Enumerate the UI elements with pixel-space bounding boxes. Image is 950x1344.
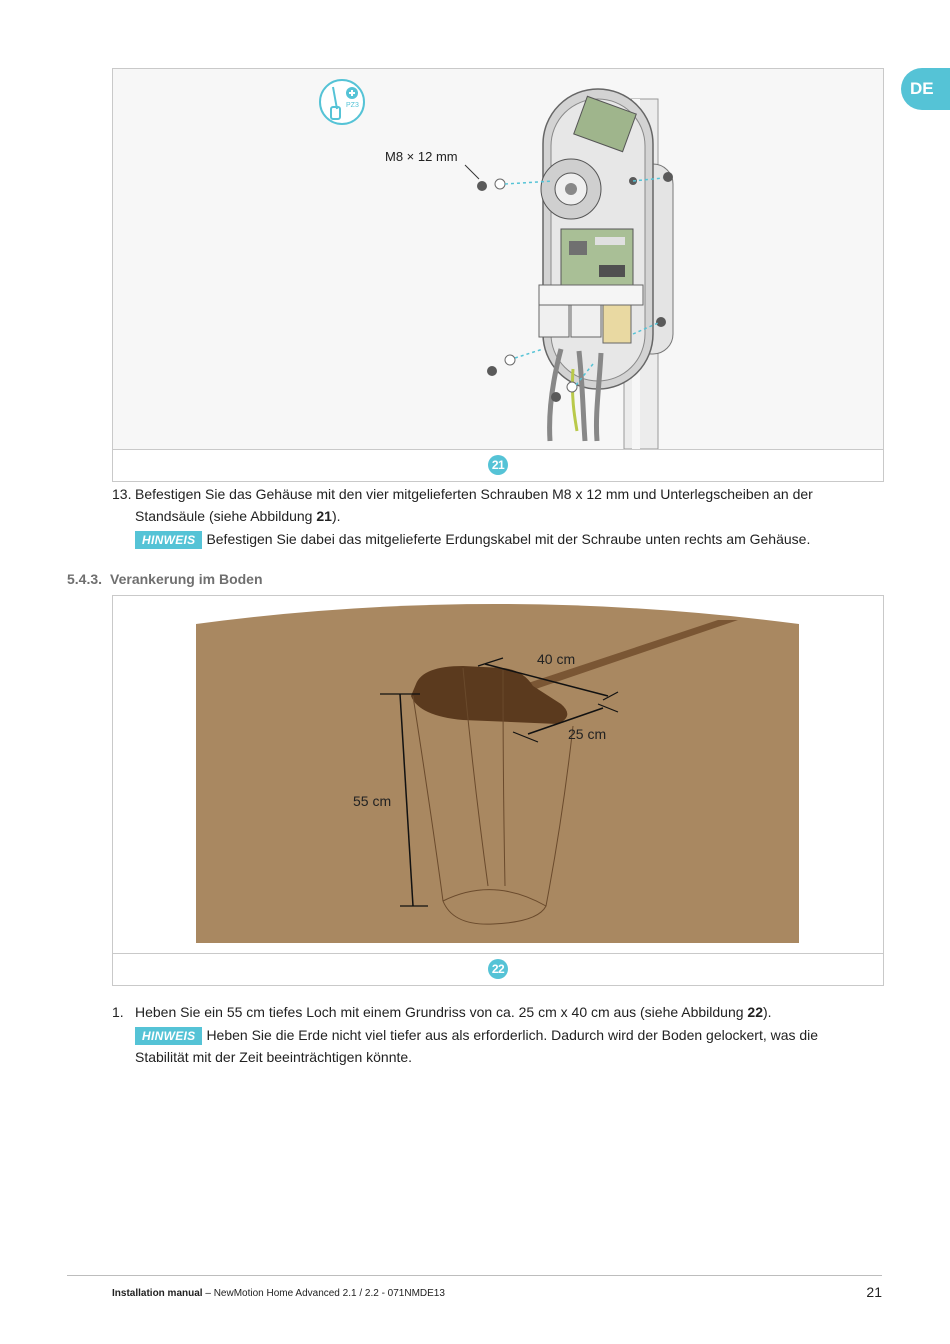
footer-document-title [112, 1288, 445, 1299]
note-badge: HINWEIS [135, 1027, 202, 1045]
step-number: 13. [112, 486, 132, 502]
width-label: 25 cm [568, 726, 607, 742]
figure-22-illustration [113, 596, 883, 953]
length-label: 40 cm [537, 651, 576, 667]
charger-mounting-drawing [113, 69, 883, 449]
hole-dimensions-drawing [113, 596, 883, 953]
section-title: Verankerung im Boden [110, 571, 263, 587]
figure-reference: 21 [316, 508, 332, 524]
step-number: 1. [112, 1004, 124, 1020]
screwdriver-icon [320, 80, 364, 124]
section-number: 5.4.3. [67, 571, 103, 587]
figure-number-badge: 22 [488, 959, 508, 979]
instruction-step-1 [112, 1001, 872, 1068]
language-tab: DE [901, 68, 950, 110]
step-text-end: ). [331, 508, 341, 524]
step-text-end: ). [763, 1004, 772, 1020]
note-text: Heben Sie die Erde nicht viel tiefer aus als erforderlich. Dadurch wird der Boden gelockert, was die Stabilität mit der Zeit beeinträchtigen könnte. [135, 1027, 819, 1065]
step-text: Befestigen Sie das Gehäuse mit den vier mitgelieferten Schrauben M8 x 12 mm und Unterlegscheiben an der Standsäule (siehe Abbildung [135, 486, 813, 524]
footer-manual-label: Installation manual [112, 1288, 203, 1299]
figure-number-badge: 21 [488, 455, 508, 475]
instruction-step-13 [112, 483, 872, 550]
note-text: Befestigen Sie dabei das mitgelieferte Erdungskabel mit der Schraube unten rechts am Gehäuse. [206, 531, 811, 547]
footer-divider [67, 1275, 882, 1276]
figure-22-caption [113, 953, 883, 985]
figure-21 [112, 68, 884, 482]
section-heading [67, 571, 263, 587]
figure-21-caption [113, 449, 883, 481]
note-line [135, 528, 872, 550]
step-text: Heben Sie ein 55 cm tiefes Loch mit einem Grundriss von ca. 25 cm x 40 cm aus (siehe Abbildung [135, 1004, 748, 1020]
page-number: 21 [866, 1284, 882, 1300]
figure-reference: 22 [747, 1004, 763, 1020]
note-line [135, 1024, 872, 1068]
screw-size-label: M8 × 12 mm [385, 149, 458, 164]
depth-label: 55 cm [353, 793, 392, 809]
figure-21-illustration [113, 69, 883, 449]
footer-product: – NewMotion Home Advanced 2.1 / 2.2 - 071NMDE13 [202, 1288, 445, 1299]
tool-size-label: PZ3 [346, 102, 359, 109]
figure-22 [112, 595, 884, 986]
note-badge: HINWEIS [135, 531, 202, 549]
